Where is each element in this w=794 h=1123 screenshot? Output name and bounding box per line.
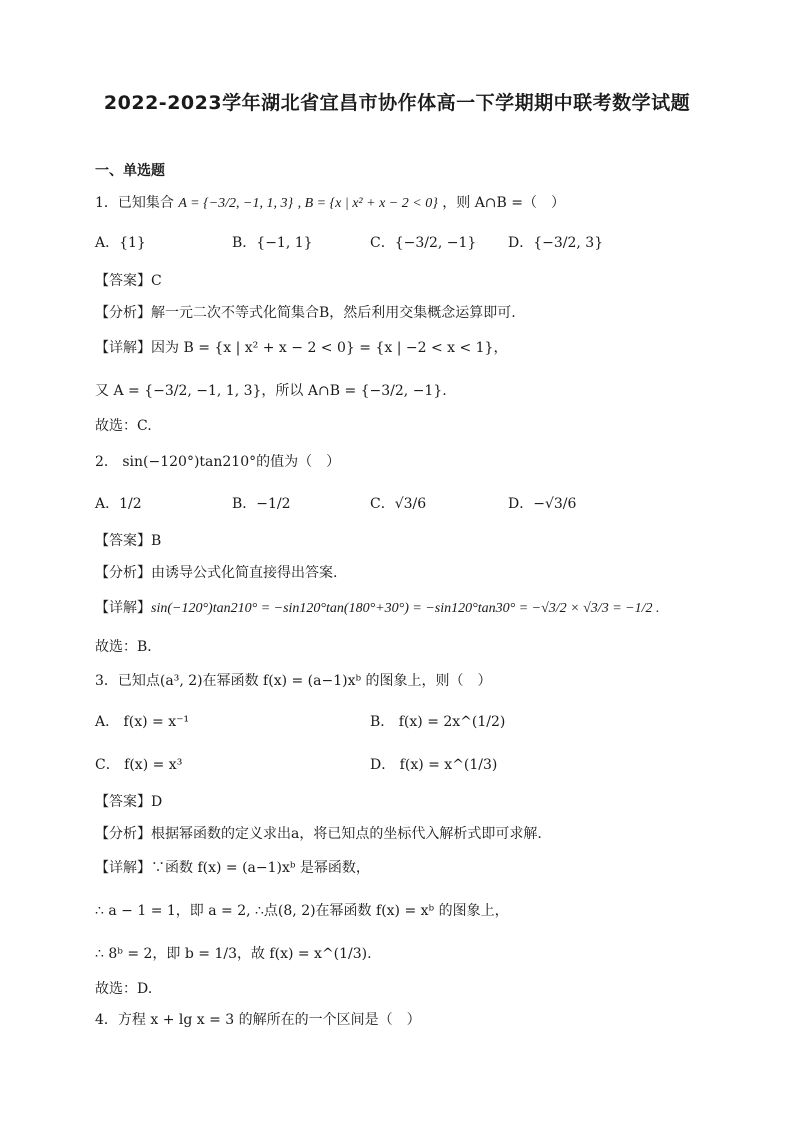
q1-detail-2: 又 A = {−3/2, −1, 1, 3}，所以 A∩B = {−3/2, −1}. [95, 383, 447, 399]
detail-tag: 【详解】 [95, 860, 151, 876]
detail-text: 因为 B = {x | x² + x − 2 < 0} = {x | −2 < x < 1}， [151, 340, 508, 356]
detail-tag: 【详解】 [95, 340, 151, 356]
q3-option-b: B． f(x) = 2x^(1/2) [370, 714, 506, 730]
q1-option-b: B．{−1, 1} [232, 235, 313, 251]
answer-value: B [151, 533, 162, 549]
q3-detail-2: ∴ a − 1 = 1，即 a = 2, ∴点(8, 2)在幂函数 f(x) = xᵇ 的图象上， [95, 903, 509, 919]
analysis-tag: 【分析】 [95, 826, 151, 842]
analysis-text: 解一元二次不等式化简集合B，然后利用交集概念运算即可. [151, 305, 516, 321]
q3-stem: 3．已知点(a³, 2)在幂函数 f(x) = (a−1)xᵇ 的图象上，则（ ） [95, 673, 492, 689]
q1-stem [95, 193, 565, 214]
q1-analysis [95, 303, 516, 323]
q2-option-a: A．1/2 [95, 496, 142, 512]
section-heading: 一、单选题 [95, 163, 165, 179]
q3-option-a: A． f(x) = x⁻¹ [95, 714, 190, 730]
q2-conclusion: 故选：B． [95, 639, 162, 655]
answer-value: C [151, 273, 162, 289]
q3-answer [95, 792, 162, 812]
q1-stem-text: 1．已知集合 [95, 195, 174, 211]
q2-option-c: C．√3/6 [370, 496, 427, 512]
q2-analysis [95, 563, 337, 583]
answer-tag: 【答案】 [95, 273, 151, 289]
analysis-text: 根据幂函数的定义求出a，将已知点的坐标代入解析式即可求解. [151, 826, 542, 842]
q2-answer [95, 531, 161, 551]
q1-set-a: A = {−3/2, −1, 1, 3} [178, 196, 294, 211]
analysis-tag: 【分析】 [95, 565, 151, 581]
q2-stem: 2． sin(−120°)tan210°的值为（ ） [95, 454, 341, 470]
q3-option-c: C． f(x) = x³ [95, 757, 183, 773]
q2-option-d: D．−√3/6 [508, 496, 577, 512]
q1-answer [95, 271, 162, 291]
q3-detail-1 [95, 858, 370, 878]
detail-tag: 【详解】 [95, 600, 151, 616]
q1-option-a: A．{1} [95, 235, 146, 251]
q1-option-d: D．{−3/2, 3} [508, 235, 604, 251]
q1-set-b: , B = {x | x² + x − 2 < 0} [297, 196, 438, 211]
analysis-tag: 【分析】 [95, 305, 151, 321]
q3-conclusion: 故选：D. [95, 981, 153, 997]
analysis-text: 由诱导公式化简直接得出答案. [151, 565, 338, 581]
q2-detail [95, 598, 659, 619]
q1-stem-end: ，则 A∩B =（ ） [442, 195, 566, 211]
q3-analysis [95, 824, 542, 844]
q4-stem: 4．方程 x + lg x = 3 的解所在的一个区间是（ ） [95, 1012, 421, 1028]
q3-detail-3: ∴ 8ᵇ = 2，即 b = 1/3，故 f(x) = x^(1/3). [95, 946, 372, 962]
q3-option-d: D． f(x) = x^(1/3) [370, 757, 498, 773]
q2-option-b: B．−1/2 [232, 496, 291, 512]
detail-text: sin(−120°)tan210° = −sin120°tan(180°+30°) = −sin120°tan30° = −√3/2 × √3/3 = −1/2 . [151, 601, 660, 616]
answer-value: D [151, 794, 163, 810]
q1-detail-1 [95, 338, 507, 358]
q1-conclusion: 故选：C. [95, 418, 152, 434]
answer-tag: 【答案】 [95, 794, 151, 810]
q1-option-c: C．{−3/2, −1} [370, 235, 477, 251]
answer-tag: 【答案】 [95, 533, 151, 549]
page-title: 2022-2023学年湖北省宜昌市协作体高一下学期期中联考数学试题 [103, 92, 691, 114]
detail-text: ∵函数 f(x) = (a−1)xᵇ 是幂函数， [151, 860, 370, 876]
